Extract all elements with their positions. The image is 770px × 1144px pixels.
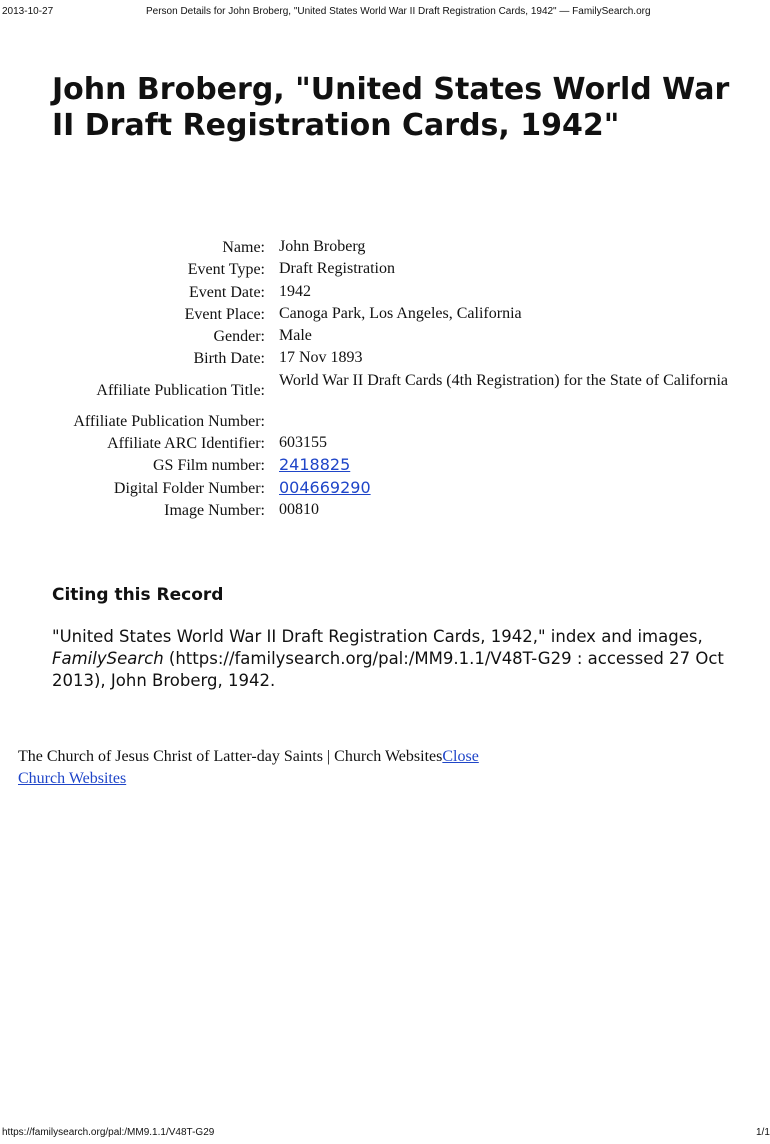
fact-row-event-type xyxy=(0,259,768,281)
fact-row-event-date xyxy=(0,282,768,304)
fact-value: 1942 xyxy=(279,282,311,300)
fact-row-image-number xyxy=(0,500,768,522)
fact-label: Birth Date: xyxy=(193,350,265,368)
fact-label: Event Date: xyxy=(189,283,265,301)
close-link[interactable]: Close xyxy=(442,748,479,765)
fact-label: GS Film number: xyxy=(152,457,265,475)
fact-value: Draft Registration xyxy=(279,260,395,278)
fact-label: Name: xyxy=(222,239,265,256)
fact-value: Male xyxy=(279,327,312,345)
print-header-date: 2013-10-27 xyxy=(2,6,54,17)
fact-row-birth-date xyxy=(0,348,768,370)
fact-label: Image Number: xyxy=(164,501,265,519)
fact-label: Event Type: xyxy=(187,261,265,279)
citation-source-name: FamilySearch xyxy=(52,649,164,668)
citation-text-part: "United States World War II Draft Registration Cards, 1942," index and images, xyxy=(52,627,703,646)
fact-value: 603155 xyxy=(279,434,327,452)
fact-value: 00810 xyxy=(279,500,319,518)
fact-row-digital-folder-number xyxy=(0,478,768,500)
footer-text: The Church of Jesus Christ of Latter-day Saints | Church Websites xyxy=(18,748,443,765)
fact-value: World War II Draft Cards (4th Registration) for the State of California xyxy=(279,371,728,389)
citation-heading: Citing this Record xyxy=(52,585,224,605)
fact-row-affiliate-arc-identifier xyxy=(0,433,768,455)
print-header-title: Person Details for John Broberg, "United States World War II Draft Registration Cards, 1942" — FamilySearch.org xyxy=(146,6,651,17)
fact-row-name xyxy=(0,237,768,259)
gs-film-number-link[interactable]: 2418825 xyxy=(279,455,351,475)
fact-row-affiliate-publication-title xyxy=(0,371,768,411)
print-footer-page-number: 1/1 xyxy=(756,1127,770,1138)
fact-value: Canoga Park, Los Angeles, California xyxy=(279,304,522,322)
citation-text xyxy=(52,626,732,692)
print-footer-url: https://familysearch.org/pal:/MM9.1.1/V48T-G29 xyxy=(2,1127,215,1138)
church-websites-link[interactable]: Church Websites xyxy=(18,770,127,787)
citation-text-part: (https://familysearch.org/pal:/MM9.1.1/V48T-G29 : accessed 27 Oct 2013), John Broberg, 1942. xyxy=(52,649,724,690)
site-footer xyxy=(18,746,538,790)
digital-folder-number-link[interactable]: 004669290 xyxy=(279,477,371,497)
fact-row-event-place xyxy=(0,304,768,326)
fact-label: Affiliate ARC Identifier: xyxy=(107,435,265,453)
fact-row-gs-film-number xyxy=(0,455,768,477)
fact-row-gender xyxy=(0,326,768,348)
fact-label: Affiliate Publication Number: xyxy=(73,412,265,430)
fact-value: 17 Nov 1893 xyxy=(279,349,363,367)
fact-label: Gender: xyxy=(213,328,265,346)
record-facts-table xyxy=(0,237,768,522)
fact-label: Digital Folder Number: xyxy=(113,479,265,497)
fact-label: Event Place: xyxy=(184,305,265,323)
fact-row-affiliate-publication-number xyxy=(0,411,768,433)
fact-value: John Broberg xyxy=(279,238,366,255)
page-title: John Broberg, "United States World War II Draft Registration Cards, 1942" xyxy=(52,72,730,143)
fact-label: Affiliate Publication Title: xyxy=(96,381,265,399)
